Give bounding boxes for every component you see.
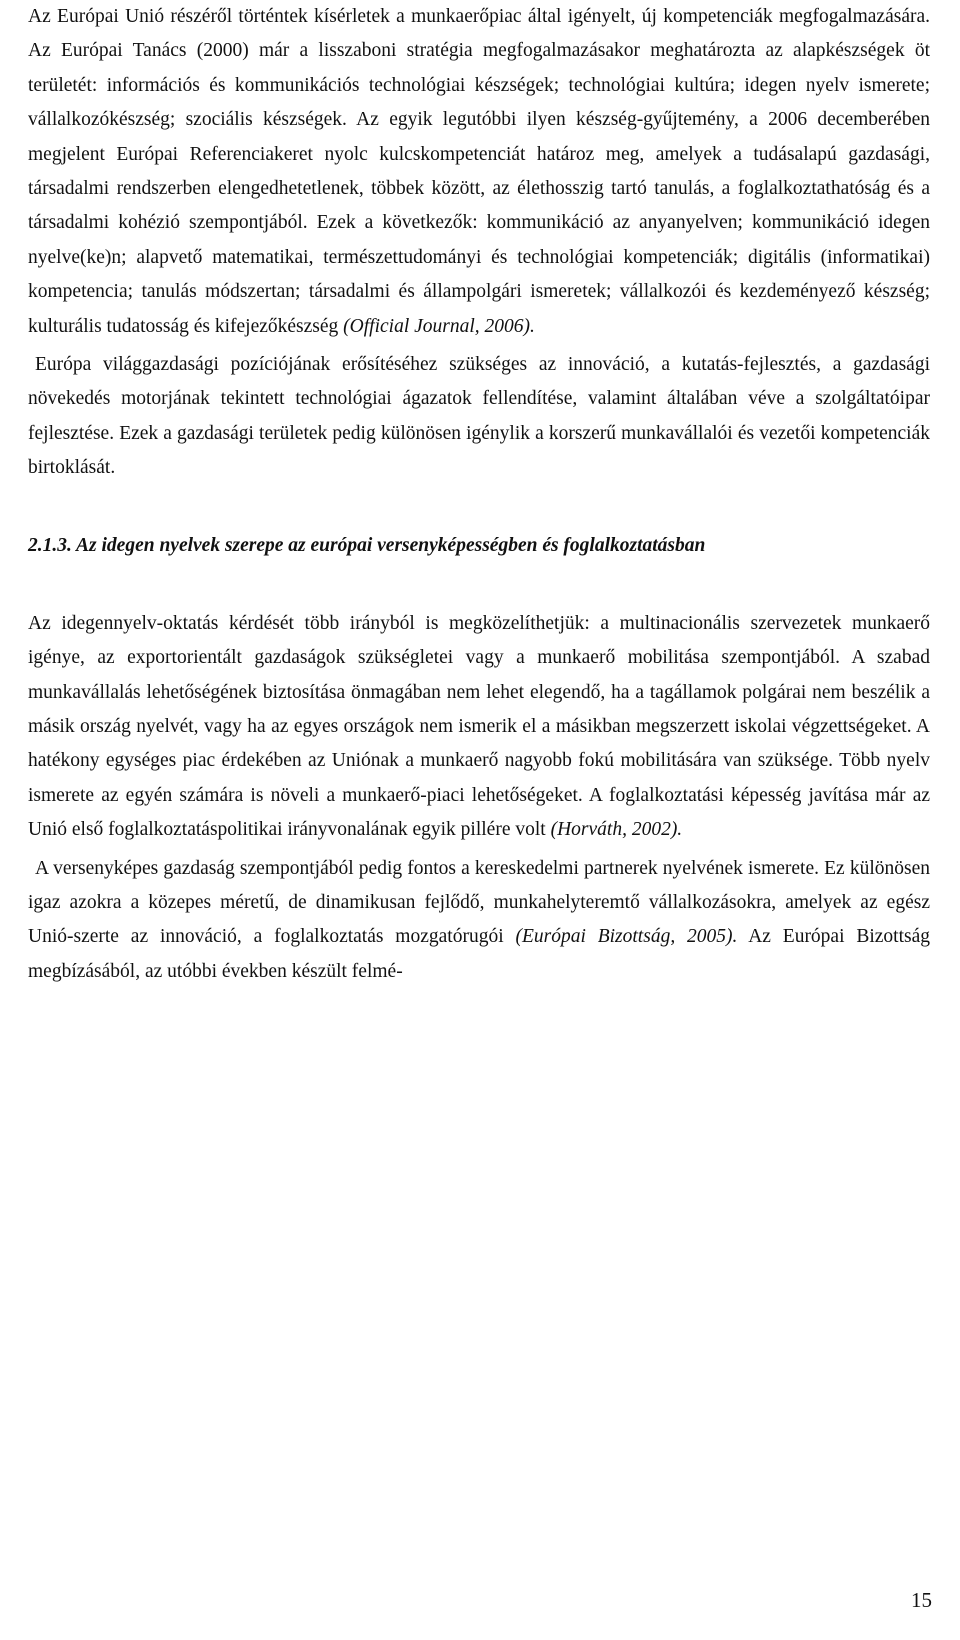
citation: (Horváth, 2002).: [550, 819, 683, 841]
paragraph-eu-competencies: [28, 0, 930, 344]
citation: (Európai Bizottság, 2005).: [515, 926, 738, 948]
paragraph-language-teaching: [28, 607, 930, 848]
paragraph-text: Az Európai Unió részéről történtek kísérletek a munkaerőpiac által igényelt, új kompetenciák megfogalmazására. Az Európai Tanács (2000) már a lisszaboni stratégia megfogalmazásakor meghatározta az alapkészségek öt területét: információs és kommunikációs technológiai készségek; technológiai kultúra; idegen nyelv ismerete; vállalkozókészség; szociális készségek. Az egyik legutóbbi ilyen készség-gyűjtemény, a 2006 decemberében megjelent Európai Referenciakeret nyolc kulcskompetenciát határoz meg, amelyek a tudásalapú gazdasági, társadalmi rendszerben elengedhetetlenek, többek között, az élethosszig tartó tanulás, a foglalkoztathatóság és a társadalmi kohézió szempontjából. Ezek a következők: kommunikáció az anyanyelven; kommunikáció idegen nyelve(ke)n; alapvető matematikai, természettudományi és technológiai kompetenciák; digitális (informatikai) kompetencia; tanulás módszertan; társadalmi és állampolgári ismeretek; vállalkozói és kezdeményező készség; kulturális tudatosság és kifejezőkészség: [28, 6, 930, 337]
heading-spacer: [28, 563, 930, 607]
section-heading: 2.1.3. Az idegen nyelvek szerepe az európai versenyképességben és foglalkoztatásban: [28, 534, 706, 556]
heading-spacer: [28, 486, 930, 529]
paragraph-competitiveness: [28, 852, 930, 990]
paragraph-text: Európa világgazdasági pozíciójának erősítéséhez szükséges az innováció, a kutatás-fejlesztés, a gazdasági növekedés motorjának tekintett technológiai ágazatok fellendítése, valamint általában véve a szolgáltatóipar fejlesztése. Ezek a gazdasági területek pedig különösen igénylik a korszerű munkavállalói és vezetői kompetenciák birtoklását.: [28, 354, 930, 479]
paragraph-text: Az Európai Bizottság megbízásából, az utóbbi években készült felmé-: [28, 926, 931, 982]
document-page: [28, 0, 930, 989]
paragraph-text: A versenyképes gazdaság szempontjából pedig fontos a kereskedelmi partnerek nyelvének ismerete. Ez különösen igaz azokra a közepes méretű, de dinamikusan fejlődő, munkahelyteremtő vállalkozásokra, amelyek az egész Unió-szerte az innováció, a foglalkoztatás mozgatórugói: [28, 857, 930, 948]
page-number: 15: [911, 1588, 932, 1612]
paragraph-european-economy: [28, 348, 930, 486]
citation: (Official Journal, 2006).: [343, 315, 535, 337]
paragraph-text: Az idegennyelv-oktatás kérdését több irányból is megközelíthetjük: a multinacionális szervezetek munkaerő igénye, az exportorientált gazdaságok szükségletei vagy a munkaerő mobilitása szempontjából. A szabad munkavállalás lehetőségének biztosítása önmagában nem lehet elegendő, ha a tagállamok polgárai nem beszélik a másik ország nyelvét, vagy ha az egyes országok nem ismerik el a másikban megszerzett iskolai végzettségeket. A hatékony egységes piac érdekében az Uniónak a munkaerő nagyobb fokú mobilitására van szüksége. Több nyelv ismerete az egyén számára is növeli a munkaerő-piaci lehetőségeket. A foglalkoztatási képesség javítása már az Unió első foglalkoztatáspolitikai irányvonalának egyik pillére volt: [28, 612, 930, 841]
